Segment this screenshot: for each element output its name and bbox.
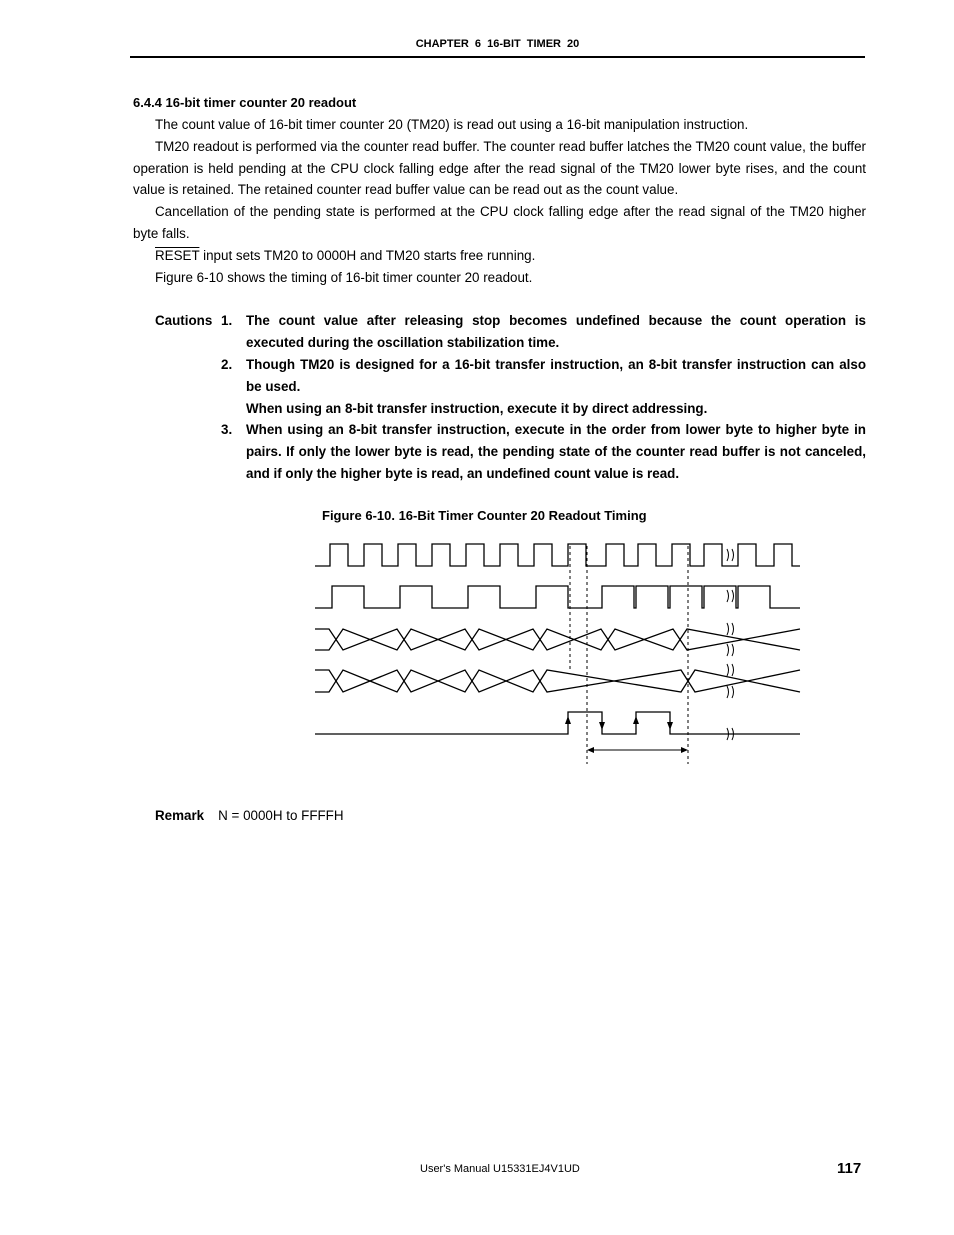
hold-arrow-left bbox=[587, 747, 594, 753]
break-mark bbox=[727, 664, 729, 676]
caution-item bbox=[133, 354, 866, 419]
edge-arrow bbox=[667, 722, 673, 730]
caution-number: 1. bbox=[221, 313, 233, 329]
header-rule bbox=[130, 56, 865, 58]
caution-item bbox=[133, 419, 866, 484]
caution-number: 2. bbox=[221, 356, 233, 372]
tm20-count-waveform bbox=[315, 629, 800, 650]
clock-slow-trace bbox=[315, 586, 800, 608]
cpu-clock-waveform bbox=[315, 544, 800, 566]
break-mark bbox=[727, 644, 729, 656]
reset-signal-name: RESET bbox=[155, 247, 200, 263]
break-marks bbox=[727, 549, 734, 740]
page-number: 117 bbox=[837, 1160, 862, 1177]
caution-text: The count value after releasing stop becomes undefined because the count operation is executed during the oscillation stabilization time. bbox=[246, 313, 866, 351]
section-body bbox=[133, 92, 866, 485]
paragraph-1: The count value of 16-bit timer counter 20 (TM20) is read out using a 16-bit manipulation instruction. bbox=[155, 117, 749, 132]
caution-number: 3. bbox=[221, 422, 233, 438]
break-mark bbox=[727, 686, 729, 698]
section-heading: 6.4.4 16-bit timer counter 20 readout bbox=[133, 95, 357, 110]
paragraph-4-text: input sets TM20 to 0000H and TM20 starts free running. bbox=[199, 247, 536, 263]
chapter-header: CHAPTER 6 16-BIT TIMER 20 bbox=[415, 38, 580, 50]
break-mark bbox=[732, 686, 734, 698]
break-mark bbox=[732, 590, 734, 602]
timing-diagram bbox=[300, 532, 820, 772]
break-mark bbox=[732, 623, 734, 635]
break-mark bbox=[732, 644, 734, 656]
break-mark bbox=[732, 549, 734, 561]
remark-label: Remark bbox=[155, 808, 205, 823]
break-mark bbox=[727, 623, 729, 635]
count-clock-waveform bbox=[315, 586, 800, 608]
cautions-block bbox=[133, 310, 866, 484]
edge-arrow bbox=[633, 716, 639, 724]
caution-text-extra: When using an 8-bit transfer instruction, execute it by direct addressing. bbox=[246, 400, 708, 416]
footer-manual: User's Manual U15331EJ4V1UD bbox=[420, 1163, 580, 1175]
remark-text: N = 0000H to FFFFH bbox=[218, 808, 344, 823]
paragraph-2: TM20 readout is performed via the counter read buffer. The counter read buffer latches the TM20 count value, the buffer operation is held pending at the CPU clock falling edge after the read signal of the TM20 lower byte rises, and the count value is retained. The retained counter read buffer value can be read out as the count value. bbox=[133, 138, 866, 198]
remark bbox=[155, 808, 344, 823]
break-mark bbox=[727, 590, 729, 602]
read-signal-waveform bbox=[315, 712, 800, 734]
edge-arrow bbox=[565, 716, 571, 724]
paragraph-5: Figure 6-10 shows the timing of 16-bit timer counter 20 readout. bbox=[155, 269, 533, 285]
edge-arrow bbox=[599, 722, 605, 730]
read-signal-trace bbox=[315, 712, 800, 734]
figure-caption: Figure 6-10. 16-Bit Timer Counter 20 Readout Timing bbox=[322, 508, 647, 523]
break-mark bbox=[727, 549, 729, 561]
clock-fast-trace bbox=[315, 544, 800, 566]
caution-text: Though TM20 is designed for a 16-bit transfer instruction, an 8-bit transfer instruction can also be used. bbox=[246, 356, 866, 394]
caution-text: When using an 8-bit transfer instruction, execute in the order from lower byte to higher byte in pairs. If only the lower byte is read, the pending state of the counter read buffer is not canceled, and if only the higher byte is read, an undefined count value is read. bbox=[246, 422, 866, 481]
paragraph-4 bbox=[133, 245, 866, 267]
caution-item bbox=[133, 310, 866, 354]
paragraph-3: Cancellation of the pending state is performed at the CPU clock falling edge after the read signal of the TM20 higher byte falls. bbox=[133, 204, 866, 241]
hold-arrow-right bbox=[681, 747, 688, 753]
read-buffer-waveform bbox=[315, 670, 800, 692]
cautions-label: Cautions bbox=[155, 313, 213, 329]
break-mark bbox=[732, 664, 734, 676]
